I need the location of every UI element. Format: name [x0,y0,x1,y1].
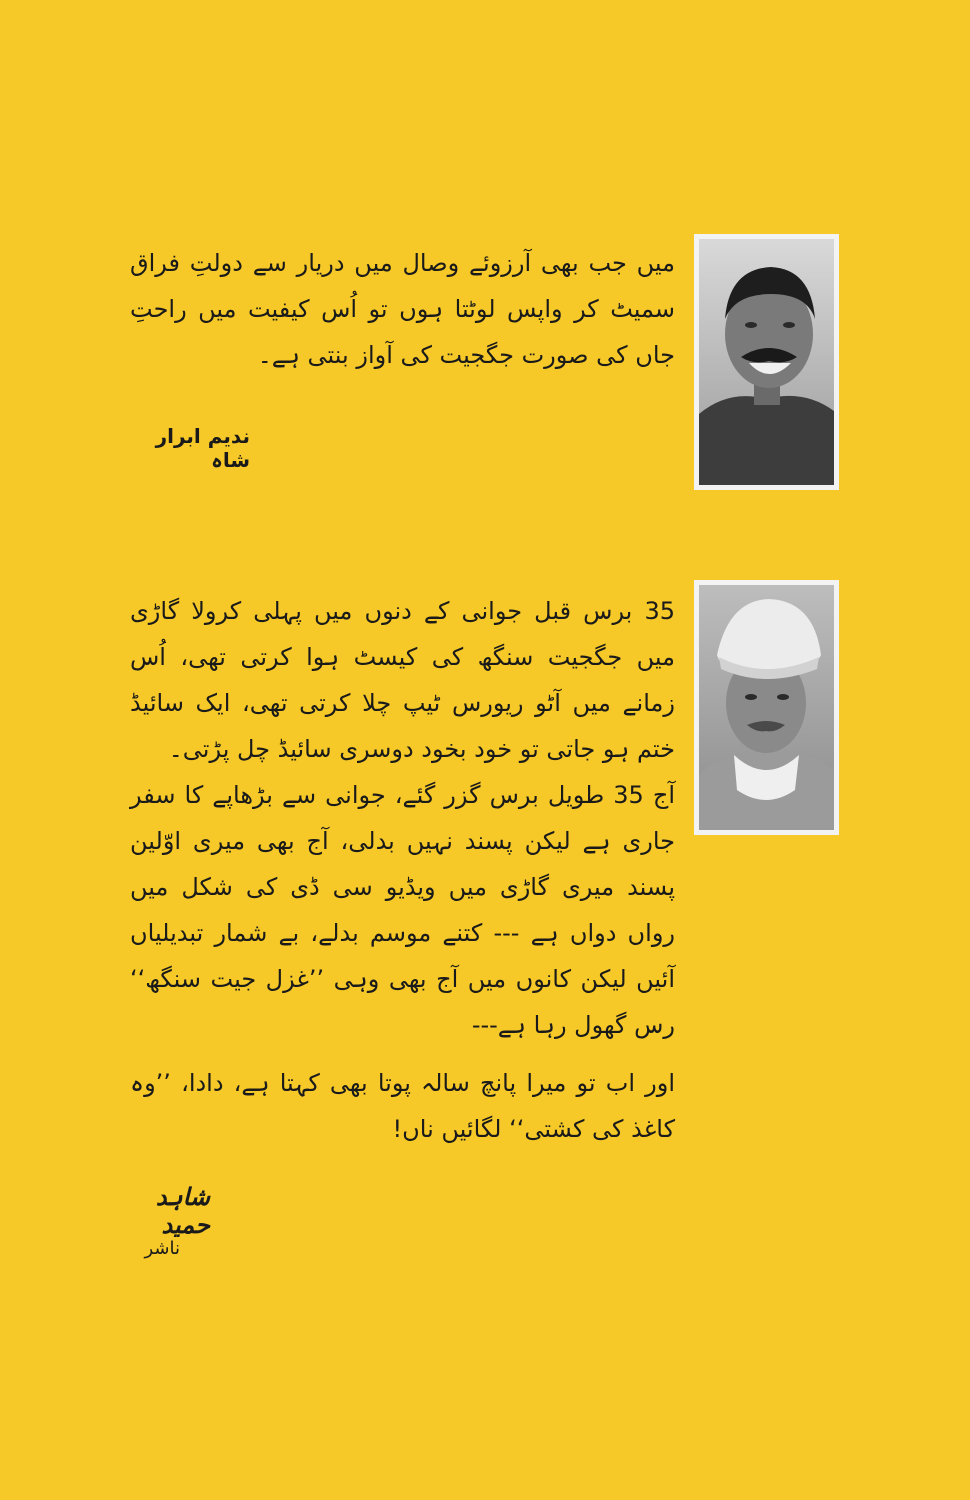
author-role-publisher: ناشر [144,1238,180,1259]
author-name-nadeem: ندیم ابرار شاہ [155,424,250,472]
author-name-shahid: شاہد حمید [155,1183,210,1239]
quote-shahid-paragraph-3: اور اب تو میرا پانچ سالہ پوتا بھی کہتا ہے، دادا، ’’وہ کاغذ کی کشتی‘‘ لگائیں ناں! [130,1069,675,1143]
author-photo-nadeem [694,234,839,490]
portrait-smiling-man-icon [699,239,834,485]
author-photo-shahid [694,580,839,835]
quote-shahid-paragraph-1: 35 برس قبل جوانی کے دنوں میں پہلی کرولا گاڑی میں جگجیت سنگھ کی کیسٹ ہوا کرتی تھی، اُس زمانے میں آٹو ریورس ٹیپ چلا کرتی تھی، ایک سائیڈ ختم ہو جاتی تو خود بخود دوسری سائیڈ چل پڑتی۔ [130,597,675,763]
quote-shahid-paragraph-2: آج 35 طویل برس گزر گئے، جوانی سے بڑھاپے کا سفر جاری ہے لیکن پسند نہیں بدلی، آج بھی میری اوّلین پسند میری گاڑی میں ویڈیو سی ڈی کی شکل میں رواں دواں ہے --- کتنے موسم بدلے، بے شمار تبدیلیاں آئیں لیکن کانوں میں آج بھی وہی ’’غزل جیت سنگھ‘‘ رس گھول رہا ہے--- [130,781,675,1039]
portrait-man-in-cap-icon [699,585,834,830]
quote-nadeem: میں جب بھی آرزوئے وصال میں دریار سے دولتِ فراق سمیٹ کر واپس لوٹتا ہوں تو اُس کیفیت میں راحتِ جاں کی صورت جگجیت کی آواز بنتی ہے۔ [130,249,675,369]
